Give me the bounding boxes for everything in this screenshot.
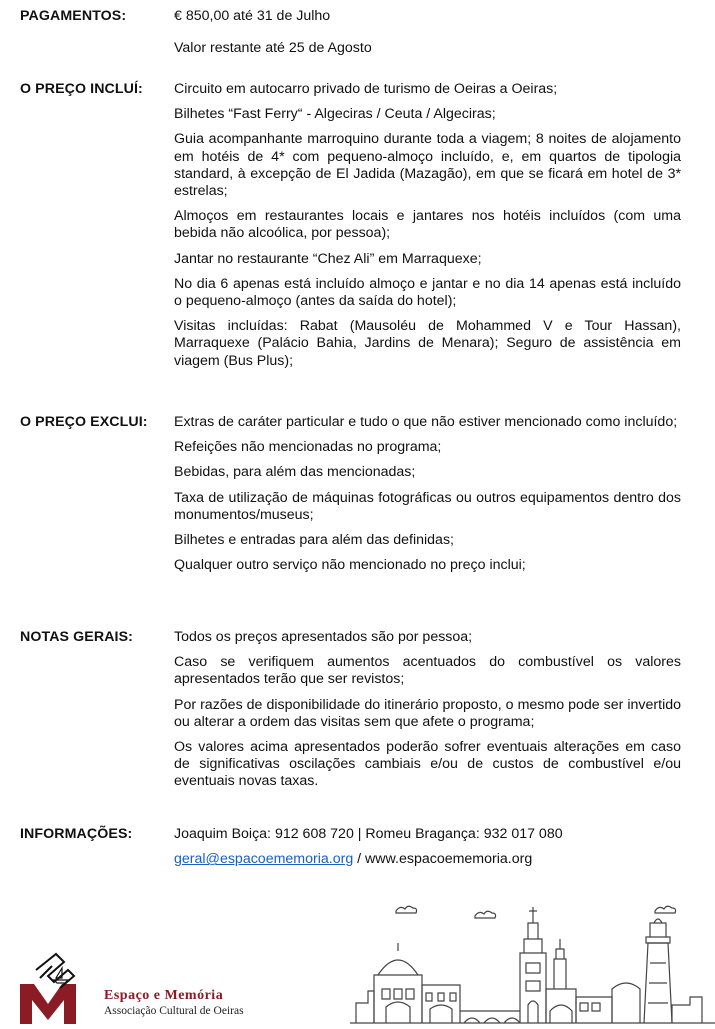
email-link[interactable]: geral@espacoememoria.org	[174, 851, 354, 868]
contacts-line: Joaquim Boiça: 912 608 720 | Romeu Bragança: 932 017 080	[174, 826, 563, 842]
payments-content	[174, 8, 681, 57]
list-item: No dia 6 apenas está incluído almoço e jantar e no dia 14 apenas está incluído o pequeno-almoço (antes da saída do hotel);	[174, 275, 681, 310]
includes-label: O PREÇO INCLUÍ:	[20, 81, 143, 97]
city-skyline-illustration	[350, 893, 715, 1024]
list-item: Bebidas, para além das mencionadas;	[174, 464, 416, 481]
web-line	[174, 851, 681, 868]
list-item: Almoços em restaurantes locais e jantares nos hotéis incluídos (com uma bebida não alcoólica, por pessoa);	[174, 208, 681, 242]
logo-title: Espaço e Memória	[104, 988, 224, 1003]
list-item: Extras de caráter particular e tudo o que não estiver mencionado como incluído;	[174, 414, 678, 430]
payments-label: PAGAMENTOS:	[20, 8, 127, 24]
logo-emblem-icon	[18, 948, 102, 1024]
info-content	[174, 826, 681, 868]
list-item: Visitas incluídas: Rabat (Mausoléu de Mohammed V e Tour Hassan), Marraquexe (Palácio Bahia, Jardins de Menara); Seguro de assistência em viagem (Bus Plus);	[174, 318, 681, 369]
list-item: Refeições não mencionadas no programa;	[174, 439, 442, 456]
list-item: Por razões de disponibilidade do itinerário proposto, o mesmo pode ser invertido ou alterar a ordem das visitas sem que afete o programa;	[174, 696, 681, 730]
excludes-label: O PREÇO EXCLUI:	[20, 414, 148, 430]
info-label: INFORMAÇÕES:	[20, 826, 133, 842]
list-item: Qualquer outro serviço não mencionado no preço inclui;	[174, 557, 526, 574]
list-item: Circuito em autocarro privado de turismo de Oeiras a Oeiras;	[174, 81, 558, 97]
logo-subtitle: Associação Cultural de Oeiras	[104, 1005, 244, 1017]
association-logo	[18, 948, 288, 1024]
excludes-content	[174, 414, 681, 574]
notes-label: NOTAS GERAIS:	[20, 629, 133, 645]
list-item: Caso se verifiquem aumentos acentuados do combustível os valores apresentados terão que ser revistos;	[174, 654, 681, 688]
notes-content	[174, 629, 681, 791]
list-item: Jantar no restaurante “Chez Ali” em Marraquexe;	[174, 250, 482, 267]
list-item: Guia acompanhante marroquino durante toda a viagem; 8 noites de alojamento em hotéis de 4* com pequeno-almoço incluído, e, em quartos de tipologia standard, à excepção de El Jadida (Mazagão), em que se ficará em hotel de 3* estrelas;	[174, 131, 681, 200]
list-item: Bilhetes “Fast Ferry“ - Algeciras / Ceuta / Algeciras;	[174, 106, 496, 123]
website-text: / www.espacoememoria.org	[353, 851, 533, 868]
list-item: Taxa de utilização de máquinas fotográficas ou outros equipamentos dentro dos monumentos/museus;	[174, 489, 681, 523]
payment-line: Valor restante até 25 de Agosto	[174, 40, 372, 57]
list-item: Todos os preços apresentados são por pessoa;	[174, 629, 473, 645]
includes-content	[174, 81, 681, 370]
payment-line: € 850,00 até 31 de Julho	[174, 8, 331, 24]
list-item: Os valores acima apresentados poderão sofrer eventuais alterações em caso de significativas oscilações cambiais e/ou de custos de combustível e/ou eventuais novas taxas.	[174, 739, 681, 790]
list-item: Bilhetes e entradas para além das definidas;	[174, 532, 454, 549]
